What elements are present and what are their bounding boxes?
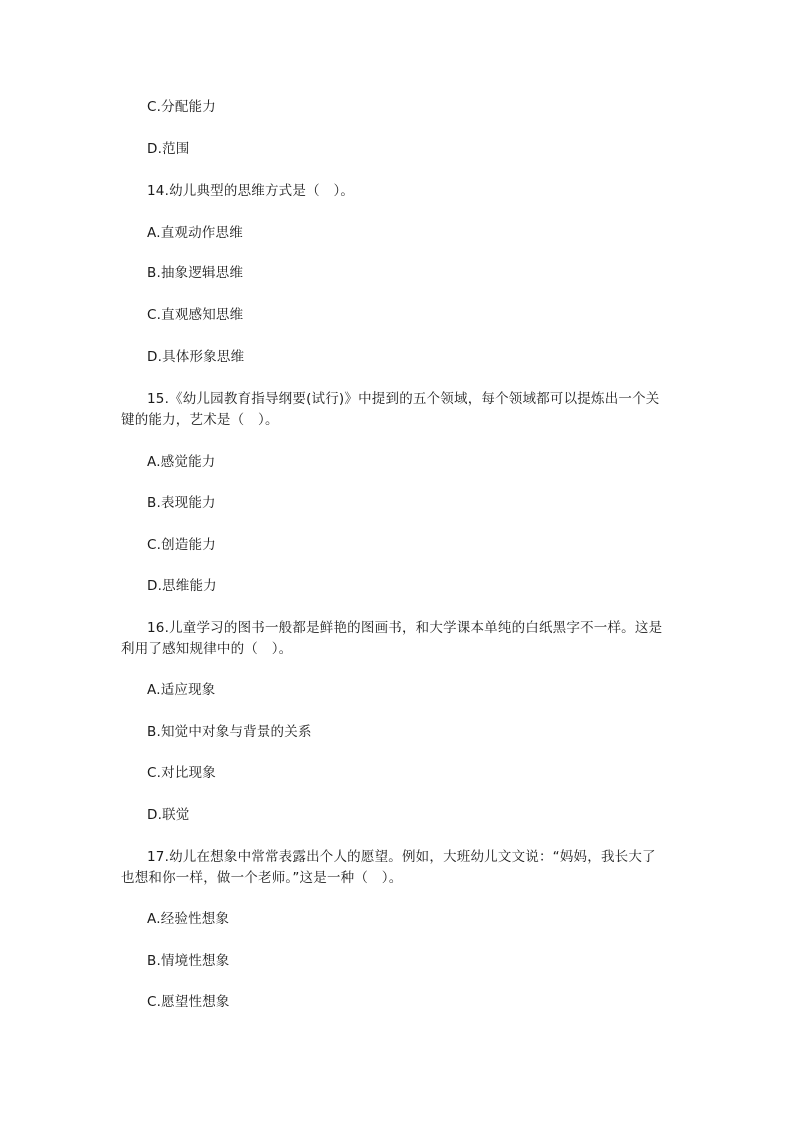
q14-option-d: D.具体形象思维 (147, 349, 245, 365)
q17-option-c: C.愿望性想象 (147, 994, 230, 1010)
q14-option-b: B.抽象逻辑思维 (147, 265, 244, 281)
q15-option-d: D.思维能力 (147, 578, 217, 594)
q15-option-a: A.感觉能力 (147, 454, 216, 470)
q13-option-c: C.分配能力 (147, 99, 216, 115)
q17-option-b: B.情境性想象 (147, 953, 230, 969)
q14-stem: 14.幼儿典型的思维方式是（ ）。 (147, 183, 355, 199)
q16-option-c: C.对比现象 (147, 765, 216, 781)
q17-stem-line-2: 也想和你一样，做一个老师。”这是一种（ ）。 (121, 870, 403, 886)
q16-option-d: D.联觉 (147, 807, 190, 823)
q15-option-b: B.表现能力 (147, 495, 216, 511)
q16-stem-line-2: 利用了感知规律中的（ ）。 (121, 641, 293, 657)
q16-option-a: A.适应现象 (147, 682, 216, 698)
q17-stem-line-1: 17.幼儿在想象中常常表露出个人的愿望。例如，大班幼儿文文说：“妈妈，我长大了 (147, 849, 656, 865)
q16-stem-line-1: 16.儿童学习的图书一般都是鲜艳的图画书，和大学课本单纯的白纸黑字不一样。这是 (147, 620, 663, 636)
q15-stem-line-2: 键的能力，艺术是（ ）。 (121, 412, 279, 428)
q15-stem-line-1: 15.《幼儿园教育指导纲要(试行)》中提到的五个领域，每个领域都可以提炼出一个关 (147, 391, 660, 407)
q17-option-a: A.经验性想象 (147, 911, 230, 927)
q14-option-c: C.直观感知思维 (147, 307, 244, 323)
q13-option-d: D.范围 (147, 141, 190, 157)
q14-option-a: A.直观动作思维 (147, 225, 243, 241)
q16-option-b: B.知觉中对象与背景的关系 (147, 724, 312, 740)
q15-option-c: C.创造能力 (147, 537, 216, 553)
